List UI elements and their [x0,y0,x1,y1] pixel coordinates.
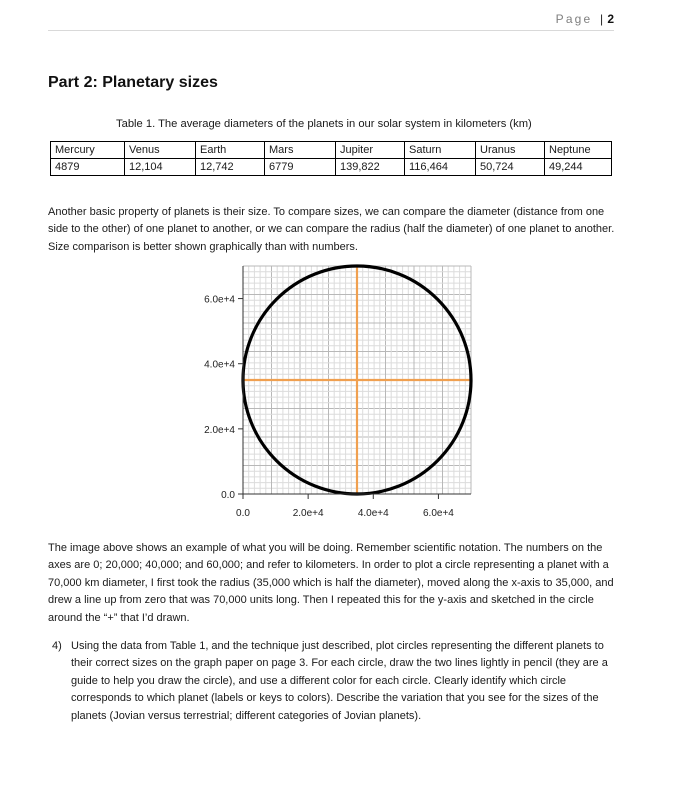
table-header-cell: Jupiter [336,142,405,159]
y-tick-label: 4.0e+4 [204,359,235,371]
table-caption: Table 1. The average diameters of the planets in our solar system in kilometers (km) [116,118,532,130]
table-header-cell: Saturn [405,142,476,159]
question-number: 4) [52,640,62,652]
table-cell: 6779 [265,159,336,176]
table-header-cell: Uranus [476,142,545,159]
planet-diameter-table [50,141,612,176]
table-cell: 49,244 [545,159,612,176]
y-tick-label: 0.0 [221,490,235,501]
table-header-cell: Mercury [51,142,125,159]
explanation-paragraph: The image above shows an example of what you will be doing. Remember scientific notation. The numbers on the axes are 0; 20,000; 40,000; and 60,000; and refer to kilometers. In order to plot a circle representing a planet with a 70,000 km diameter, I first took the radius (35,000 which is half the diameter), moved along the x-axis to 35,000, and drew a line up from zero that was 70,000 units long. Then I repeated this for the y-axis and sketched in the circle around the “+” that I’d drawn. [48,542,614,624]
question-item [52,638,618,725]
x-tick-label: 4.0e+4 [357,508,389,519]
y-tick-label: 2.0e+4 [204,424,235,436]
question-text: Using the data from Table 1, and the technique just described, plot circles representing the different planets to their correct sizes on the graph paper on page 3. For each circle, draw the two lines lightly in pencil (they are a guide to help you draw the circle), and use a different color for each circle. Clearly identify which circle corresponds to which planet (labels or keys to colors). Describe the variation that you see for the sizes of the planets (Jovian versus terrestrial; different categories of Jovian planets). [71,640,608,722]
table-cell: 116,464 [405,159,476,176]
table-header-cell: Neptune [545,142,612,159]
table-header-row [51,142,612,159]
table-cell: 139,822 [336,159,405,176]
x-tick-label: 6.0e+4 [422,508,454,519]
table-header-cell: Mars [265,142,336,159]
page-header [48,10,614,31]
table-cell: 4879 [51,159,125,176]
x-tick-label: 2.0e+4 [292,508,324,519]
page-number: Page | 2 [555,12,614,26]
circle-plot-chart [180,262,480,526]
intro-paragraph: Another basic property of planets is their size. To compare sizes, we can compare the diameter (distance from one side to the other) of one planet to another, or we can compare the radius (half the diameter) of one planet to another. Size comparison is better shown graphically than with numbers. [48,206,615,253]
table-cell: 50,724 [476,159,545,176]
table-header-cell: Earth [196,142,265,159]
table-cell: 12,104 [125,159,196,176]
table-header-cell: Venus [125,142,196,159]
table-cell: 12,742 [196,159,265,176]
y-tick-label: 6.0e+4 [204,294,235,306]
table-row [51,159,612,176]
section-title: Part 2: Planetary sizes [48,74,218,91]
x-tick-label: 0.0 [236,508,250,519]
